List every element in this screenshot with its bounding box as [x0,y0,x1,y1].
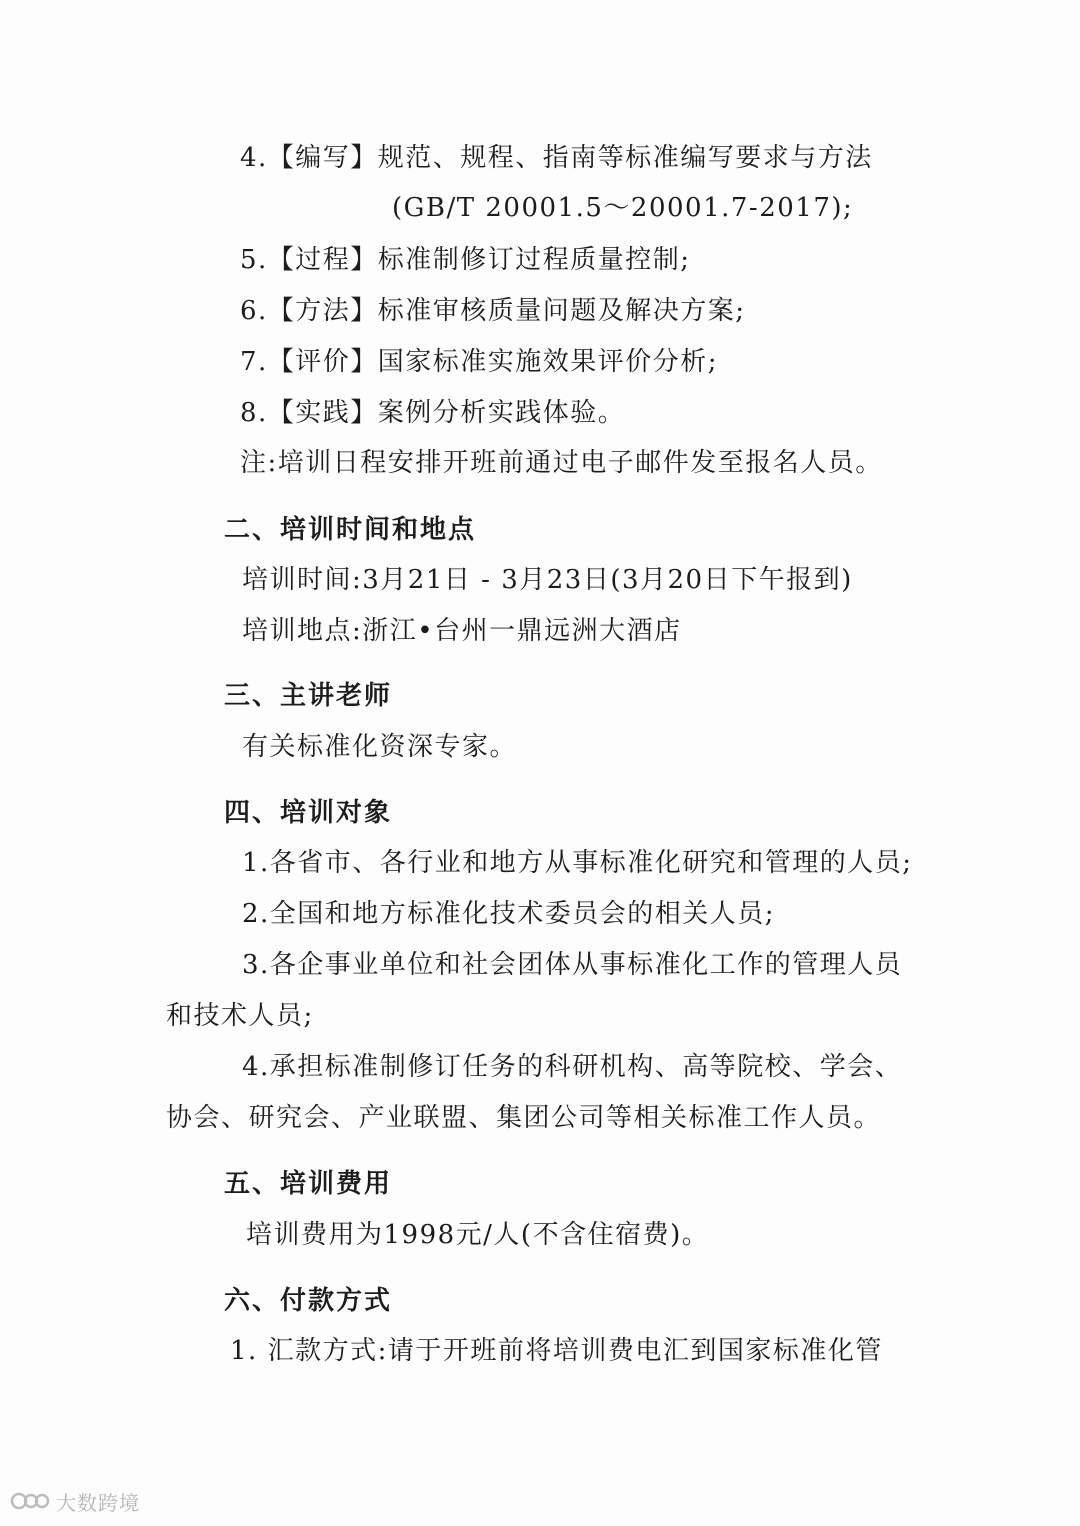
section-heading-lecturer: 三、主讲老师 [224,681,393,711]
list-item-continuation: 和技术人员; [166,1001,314,1031]
list-item: 1.各省市、各行业和地方从事标准化研究和管理的人员; [242,848,913,878]
brand-logo-icon [10,1489,50,1513]
list-item-continuation: 协会、研究会、产业联盟、集团公司等相关标准工作人员。 [166,1103,882,1133]
list-item: 8.【实践】案例分析实践体验。 [240,398,626,428]
list-item: 3.各企事业单位和社会团体从事标准化工作的管理人员 [242,950,903,980]
list-item: 6.【方法】标准审核质量问题及解决方案; [240,296,746,326]
training-time: 培训时间:3月21日 - 3月23日(3月20日下午报到) [242,565,853,595]
section-heading-time-place: 二、培训时间和地点 [224,515,477,545]
training-place: 培训地点:浙江•台州一鼎远洲大酒店 [242,616,682,646]
lecturer-text: 有关标准化资深专家。 [242,732,518,762]
list-item: 5.【过程】标准制修订过程质量控制; [240,245,691,275]
section-heading-audience: 四、培训对象 [224,798,393,828]
watermark-text: 大数跨境 [56,1490,140,1515]
list-item: 7.【评价】国家标准实施效果评价分析; [240,347,719,377]
section-heading-payment: 六、付款方式 [224,1286,393,1316]
list-item: 2.全国和地方标准化技术委员会的相关人员; [242,899,776,929]
list-item: 4.【编写】规范、规程、指南等标准编写要求与方法 [240,143,873,173]
section-heading-fee: 五、培训费用 [224,1169,393,1199]
payment-text: 1. 汇款方式:请于开班前将培训费电汇到国家标准化管 [230,1336,883,1366]
fee-text: 培训费用为1998元/人(不含住宿费)。 [246,1220,710,1250]
note-text: 注:培训日程安排开班前通过电子邮件发至报名人员。 [240,448,883,478]
list-item-continuation: (GB/T 20001.5～20001.7-2017); [392,193,854,223]
watermark [10,1486,140,1516]
list-item: 4.承担标准制修订任务的科研机构、高等院校、学会、 [242,1052,903,1082]
